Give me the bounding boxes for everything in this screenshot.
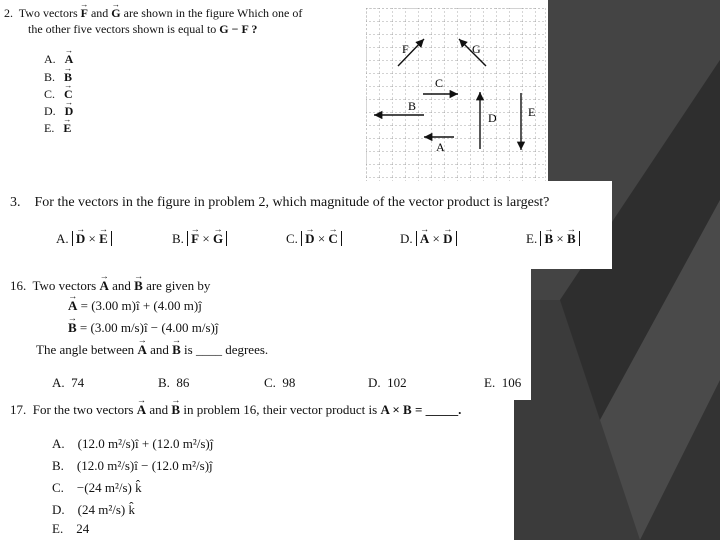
question-17-panel [0, 398, 514, 540]
q3-option-e[interactable]: E. → B × → B [526, 231, 580, 247]
question-3-panel [0, 181, 612, 269]
vector-f-label: F [402, 42, 409, 56]
vector-b-label: B [408, 99, 417, 113]
question-16-panel [0, 269, 531, 400]
q16-intro: 16. Two vectors → A and → B are given by [10, 278, 210, 294]
q16-option-a[interactable]: A. 74 [52, 375, 85, 390]
q2-option-b[interactable]: B. → B [44, 70, 72, 85]
q16-equation-a: → A = (3.00 m)î + (4.00 m)ĵ [68, 298, 202, 314]
q17-intro: 17. For the two vectors → A and → B in problem 16, their vector product is A × B = _____. [10, 402, 461, 418]
q2-option-c[interactable]: C. → C [44, 87, 73, 102]
q3-question: 3. For the vectors in the figure in problem 2, which magnitude of the vector product is largest? [10, 195, 550, 210]
q16-angle-prompt: The angle between → A and → B is ____ degrees. [36, 342, 268, 358]
q16-option-b[interactable]: B. 86 [158, 375, 190, 390]
q16-option-d[interactable]: D. 102 [368, 375, 407, 390]
vector-d-label: D [488, 111, 497, 125]
question-2-panel [0, 0, 548, 186]
vector-e-label: E [528, 105, 536, 119]
q17-option-a[interactable]: A. (12.0 m²/s)î + (12.0 m²/s)ĵ [52, 436, 214, 451]
q16-equation-b: → B = (3.00 m/s)î − (4.00 m/s)ĵ [68, 320, 218, 336]
q17-option-c[interactable]: C. −(24 m²/s) k̂ [52, 480, 142, 495]
vector-c-label: C [435, 76, 444, 90]
q3-option-a[interactable]: A. → D × → E [56, 231, 112, 247]
q3-option-c[interactable]: C. → D × → C [286, 231, 342, 247]
q2-option-d[interactable]: D. → D [44, 104, 73, 119]
q16-option-c[interactable]: C. 98 [264, 375, 296, 390]
q17-option-d[interactable]: D. (24 m²/s) k̂ [52, 502, 135, 517]
q16-option-e[interactable]: E. 106 [484, 375, 522, 390]
q3-option-b[interactable]: B. → F × → G [172, 231, 227, 247]
q2-line2: the other five vectors shown is equal to G − F ? [28, 22, 258, 36]
q17-option-e[interactable]: E. 24 [52, 521, 90, 536]
q17-option-b[interactable]: B. (12.0 m²/s)î − (12.0 m²/s)ĵ [52, 458, 213, 473]
q2-option-a[interactable]: A. → A [44, 52, 73, 67]
q2-option-e[interactable]: E. → E [44, 121, 71, 136]
q3-option-d[interactable]: D. → A × → D [400, 231, 457, 247]
vector-g-label: G [472, 42, 481, 56]
vector-a-label: A [436, 140, 445, 154]
vector-grid-figure [366, 8, 546, 183]
q2-line1: 2. Two vectors → F and → G are shown in the figure Which one of [4, 6, 302, 21]
